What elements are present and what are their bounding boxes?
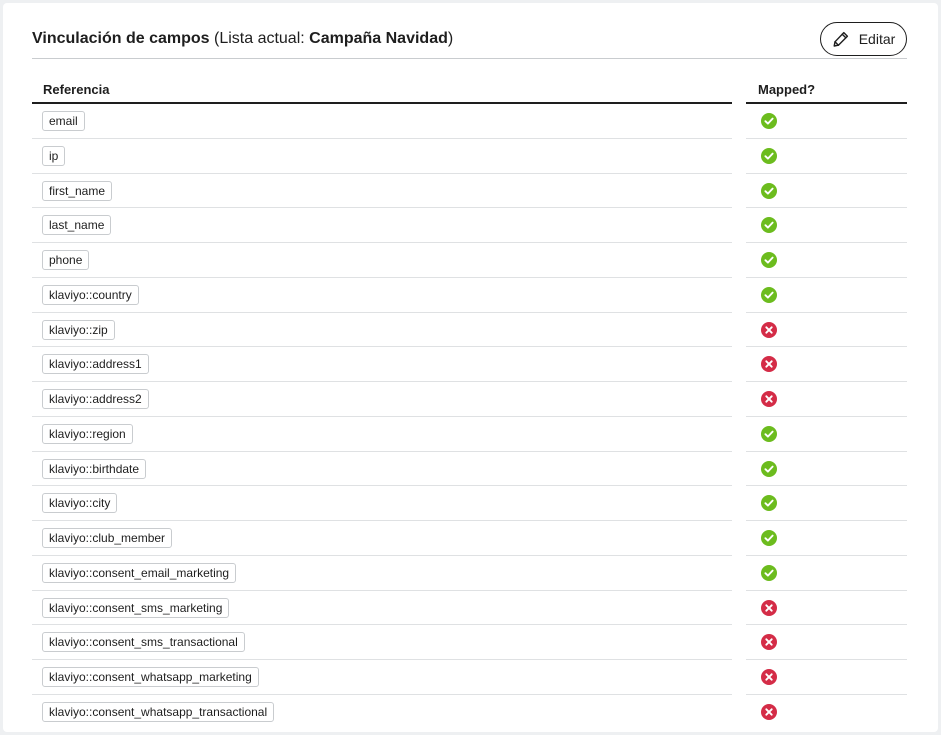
check-circle-icon — [761, 113, 777, 129]
reference-cell — [32, 347, 732, 382]
table-row — [32, 313, 907, 348]
field-tag: klaviyo::country — [42, 285, 139, 305]
mapped-cell — [746, 556, 907, 591]
mapped-cell — [746, 591, 907, 626]
mapped-cell — [746, 243, 907, 278]
field-tag: klaviyo::address1 — [42, 354, 149, 374]
mapped-cell — [746, 382, 907, 417]
reference-cell — [32, 417, 732, 452]
reference-cell — [32, 243, 732, 278]
mapped-cell — [746, 104, 907, 139]
table-row — [32, 278, 907, 313]
column-header-mapped[interactable]: Mapped? — [746, 81, 907, 104]
table-row — [32, 104, 907, 139]
list-name: Campaña Navidad — [309, 30, 448, 47]
check-circle-icon — [761, 252, 777, 268]
reference-cell — [32, 486, 732, 521]
mapped-cell — [746, 660, 907, 695]
table-row — [32, 556, 907, 591]
table-row — [32, 625, 907, 660]
table-row — [32, 347, 907, 382]
field-tag: ip — [42, 146, 65, 166]
table-row — [32, 417, 907, 452]
mapping-table — [32, 104, 907, 730]
field-tag: phone — [42, 250, 89, 270]
mapped-cell — [746, 174, 907, 209]
mapped-cell — [746, 313, 907, 348]
check-circle-icon — [761, 217, 777, 233]
table-row — [32, 174, 907, 209]
table-row — [32, 591, 907, 626]
field-tag: klaviyo::birthdate — [42, 459, 146, 479]
x-circle-icon — [761, 704, 777, 720]
edit-button[interactable] — [820, 22, 907, 56]
table-row — [32, 382, 907, 417]
x-circle-icon — [761, 600, 777, 616]
mapped-cell — [746, 486, 907, 521]
title-close: ) — [447, 30, 454, 47]
reference-cell — [32, 556, 732, 591]
mapped-cell — [746, 695, 907, 730]
x-circle-icon — [761, 391, 777, 407]
x-circle-icon — [761, 356, 777, 372]
table-row — [32, 208, 907, 243]
table-row — [32, 486, 907, 521]
check-circle-icon — [761, 461, 777, 477]
field-tag: last_name — [42, 215, 111, 235]
reference-cell — [32, 695, 732, 730]
title-open: (Lista actual: — [209, 30, 310, 47]
field-tag: klaviyo::region — [42, 424, 133, 444]
mapped-cell — [746, 278, 907, 313]
title-prefix: Vinculación de campos — [32, 30, 210, 47]
table-row — [32, 695, 907, 730]
reference-cell — [32, 660, 732, 695]
check-circle-icon — [761, 287, 777, 303]
field-tag: klaviyo::club_member — [42, 528, 172, 548]
table-row — [32, 452, 907, 487]
table-row — [32, 521, 907, 556]
field-tag: klaviyo::consent_sms_transactional — [42, 632, 245, 652]
reference-cell — [32, 278, 732, 313]
column-header-reference[interactable]: Referencia — [32, 81, 732, 104]
reference-cell — [32, 521, 732, 556]
field-tag: klaviyo::city — [42, 493, 117, 513]
field-tag: klaviyo::consent_email_marketing — [42, 563, 236, 583]
mapped-cell — [746, 625, 907, 660]
table-row — [32, 139, 907, 174]
table-row — [32, 660, 907, 695]
reference-cell — [32, 382, 732, 417]
mapped-cell — [746, 139, 907, 174]
field-tag: klaviyo::address2 — [42, 389, 149, 409]
x-circle-icon — [761, 322, 777, 338]
reference-cell — [32, 591, 732, 626]
check-circle-icon — [761, 148, 777, 164]
reference-cell — [32, 104, 732, 139]
reference-cell — [32, 208, 732, 243]
pencil-icon — [832, 30, 850, 48]
field-tag: first_name — [42, 181, 112, 201]
check-circle-icon — [761, 495, 777, 511]
field-tag: email — [42, 111, 85, 131]
field-tag: klaviyo::consent_whatsapp_transactional — [42, 702, 274, 722]
edit-button-label: Editar — [858, 31, 896, 47]
mapped-cell — [746, 417, 907, 452]
reference-cell — [32, 313, 732, 348]
page-title — [32, 29, 453, 49]
mapped-cell — [746, 347, 907, 382]
reference-cell — [32, 139, 732, 174]
field-mapping-card — [3, 3, 938, 732]
reference-cell — [32, 174, 732, 209]
check-circle-icon — [761, 565, 777, 581]
x-circle-icon — [761, 634, 777, 650]
field-tag: klaviyo::consent_sms_marketing — [42, 598, 229, 618]
reference-cell — [32, 452, 732, 487]
field-tag: klaviyo::consent_whatsapp_marketing — [42, 667, 259, 687]
mapped-cell — [746, 208, 907, 243]
reference-cell — [32, 625, 732, 660]
check-circle-icon — [761, 183, 777, 199]
card-header — [32, 3, 907, 59]
table-row — [32, 243, 907, 278]
field-tag: klaviyo::zip — [42, 320, 115, 340]
check-circle-icon — [761, 426, 777, 442]
mapped-cell — [746, 521, 907, 556]
x-circle-icon — [761, 669, 777, 685]
check-circle-icon — [761, 530, 777, 546]
mapped-cell — [746, 452, 907, 487]
